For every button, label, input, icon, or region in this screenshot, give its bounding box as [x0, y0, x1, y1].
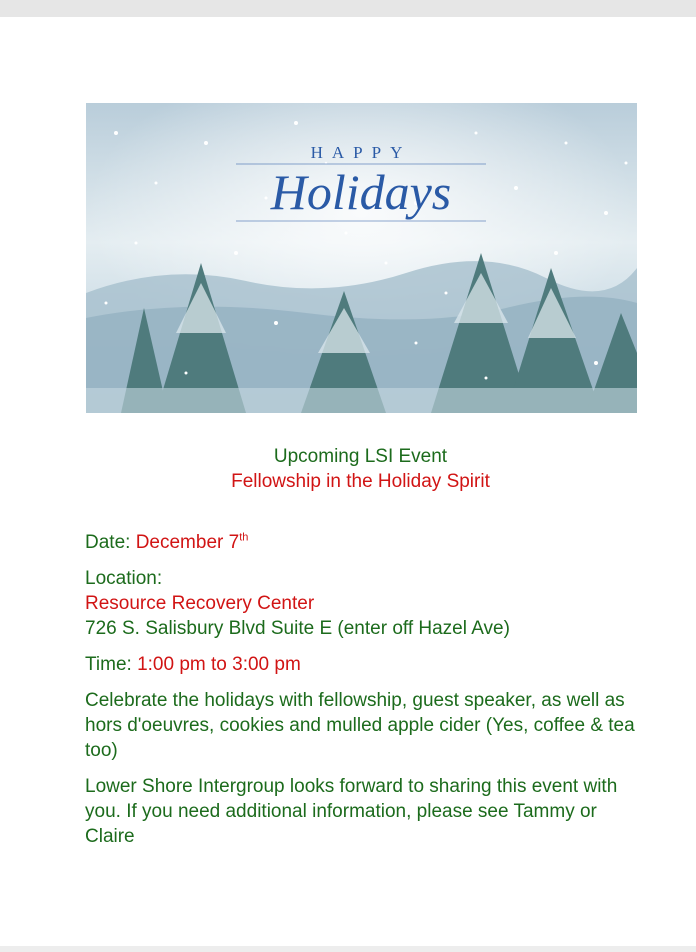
event-header [85, 444, 636, 494]
event-details [85, 444, 645, 849]
banner-happy-text: HAPPY [310, 143, 412, 162]
closing-note: Lower Shore Intergroup looks forward to sharing this event with you. If you need additional information, please see Tammy or Claire [85, 776, 618, 847]
date-value: December 7 [135, 532, 240, 553]
event-title: Fellowship in the Holiday Spirit [231, 471, 490, 492]
time-line [85, 652, 645, 677]
location-venue: Resource Recovery Center [85, 593, 315, 614]
event-description: Celebrate the holidays with fellowship, guest speaker, as well as hors d'oeuvres, cookies and mulled apple cider (Yes, coffee & tea too) [85, 690, 635, 761]
date-line [85, 530, 645, 555]
location-block [85, 566, 645, 641]
time-label: Time: [85, 654, 138, 675]
location-address: 726 S. Salisbury Blvd Suite E (enter off Hazel Ave) [85, 618, 510, 639]
bottom-strip [0, 946, 696, 952]
event-heading: Upcoming LSI Event [273, 446, 448, 467]
location-label: Location: [85, 568, 163, 589]
banner-holidays-text: Holidays [270, 164, 452, 220]
date-label: Date: [85, 532, 136, 553]
date-suffix: th [239, 531, 249, 544]
happy-holidays-banner-image [86, 103, 637, 413]
top-toolbar-strip [0, 0, 696, 17]
time-value: 1:00 pm to 3:00 pm [137, 654, 301, 675]
